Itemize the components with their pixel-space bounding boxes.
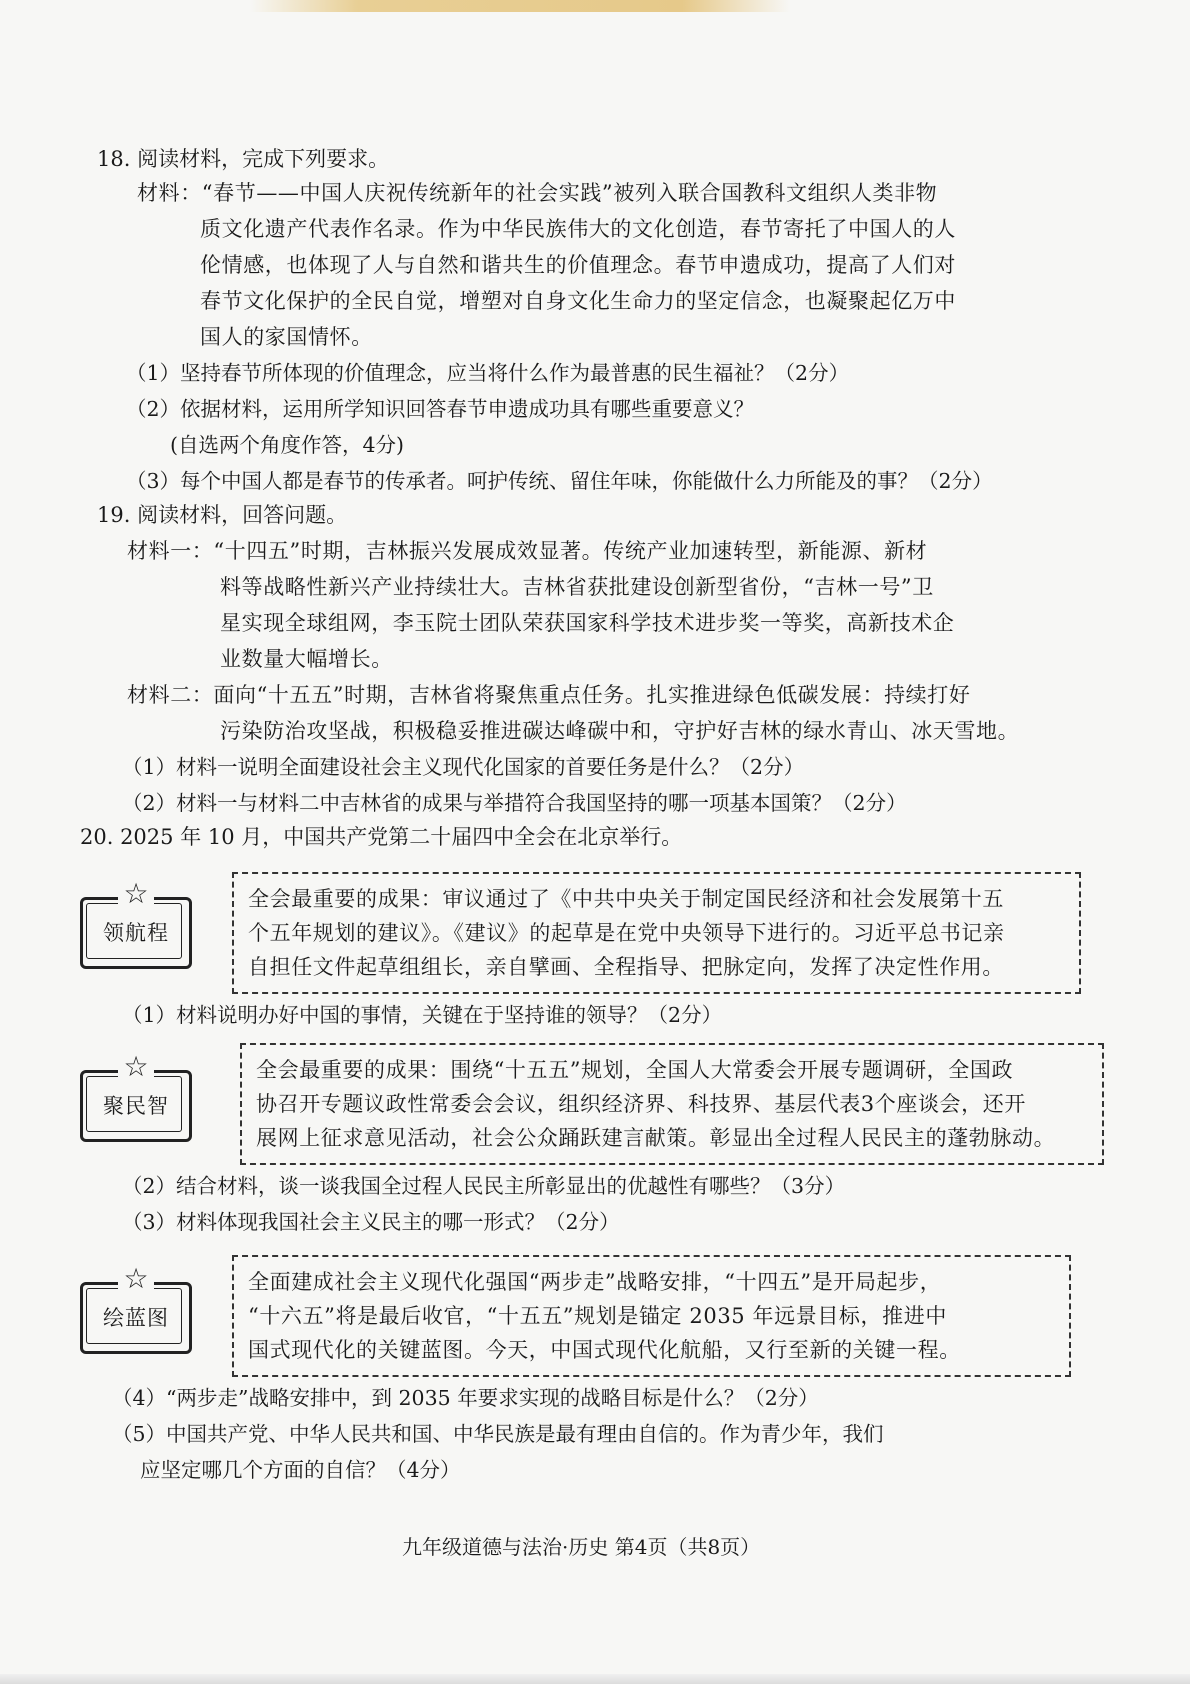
q19-material1-line: 业数量大幅增长。	[220, 647, 393, 671]
q19-question-2: （2）材料一与材料二中吉林省的成果与举措符合我国坚持的哪一项基本国策？（2分）	[122, 791, 907, 815]
q18-material-line: 伦情感，也体现了人与自然和谐共生的价值理念。春节申遗成功，提高了人们对	[200, 253, 956, 277]
q18-title: 18. 阅读材料，完成下列要求。	[97, 147, 390, 171]
q20-question-3: （3）材料体现我国社会主义民主的哪一形式？（2分）	[122, 1210, 620, 1234]
box2-line: 展网上征求意见活动，社会公众踊跃建言献策。彰显出全过程人民民主的蓬勃脉动。	[256, 1126, 1056, 1150]
box1-line: 自担任文件起草组组长，亲自擘画、全程指导、把脉定向，发挥了决定性作用。	[248, 955, 1004, 979]
q18-question-3: （3）每个中国人都是春节的传承者。呵护传统、留住年味，你能做什么力所能及的事？（2分）	[126, 469, 993, 493]
box2-line: 协召开专题议政性常委会会议，组织经济界、科技界、基层代表3个座谈会，还开	[256, 1092, 1026, 1116]
q18-question-1: （1）坚持春节所体现的价值理念，应当将什么作为最普惠的民生福祉？（2分）	[126, 361, 850, 385]
star-icon: ☆	[118, 879, 154, 909]
badge-label: 绘蓝图	[103, 1306, 169, 1330]
q19-material2-line: 材料二：面向“十五五”时期，吉林省将聚焦重点任务。扎实推进绿色低碳发展：持续打好	[127, 683, 971, 707]
q18-question-2: （2）依据材料，运用所学知识回答春节申遗成功具有哪些重要意义？	[126, 397, 755, 421]
q19-material2-line: 污染防治攻坚战，积极稳妥推进碳达峰碳中和，守护好吉林的绿水青山、冰天雪地。	[220, 719, 1020, 743]
badge-blueprint	[80, 1262, 192, 1350]
q18-material-line: 国人的家国情怀。	[200, 325, 373, 349]
q19-question-1: （1）材料一说明全面建设社会主义现代化国家的首要任务是什么？（2分）	[122, 755, 805, 779]
box3-line: “十六五”将是最后收官，“十五五”规划是锚定 2035 年远景目标，推进中	[248, 1304, 947, 1328]
q20-question-1: （1）材料说明办好中国的事情，关键在于坚持谁的领导？（2分）	[122, 1003, 723, 1027]
q20-question-4: （4）“两步走”战略安排中，到 2035 年要求实现的战略目标是什么？（2分）	[112, 1386, 819, 1410]
q20-question-5-cont: 应坚定哪几个方面的自信？（4分）	[140, 1458, 461, 1482]
q18-material-line: 春节文化保护的全民自觉，增塑对自身文化生命力的坚定信念，也凝聚起亿万中	[200, 289, 956, 313]
page-footer: 九年级道德与法治·历史 第4页（共8页）	[402, 1535, 761, 1559]
star-icon: ☆	[118, 1052, 154, 1082]
box2-line: 全会最重要的成果：围绕“十五五”规划，全国人大常委会开展专题调研，全国政	[256, 1058, 1014, 1082]
q18-question-2-note: (自选两个角度作答，4分)	[170, 433, 405, 457]
q20-question-5: （5）中国共产党、中华人民共和国、中华民族是最有理由自信的。作为青少年，我们	[112, 1422, 884, 1446]
box1-line: 全会最重要的成果：审议通过了《中共中央关于制定国民经济和社会发展第十五	[248, 887, 1004, 911]
q18-material-line: 质文化遗产代表作名录。作为中华民族伟大的文化创造，春节寄托了中国人的人	[200, 217, 956, 241]
q19-material1-line: 料等战略性新兴产业持续壮大。吉林省获批建设创新型省份，“吉林一号”卫	[220, 575, 934, 599]
badge-label: 聚民智	[103, 1094, 169, 1118]
q19-title: 19. 阅读材料，回答问题。	[97, 503, 348, 527]
q19-material1-line: 材料一：“十四五”时期，吉林振兴发展成效显著。传统产业加速转型，新能源、新材	[127, 539, 928, 563]
page-bottom-edge	[0, 1674, 1190, 1684]
q20-question-2: （2）结合材料，谈一谈我国全过程人民民主所彰显出的优越性有哪些？（3分）	[122, 1174, 846, 1198]
star-icon: ☆	[118, 1264, 154, 1294]
q18-material-line: 材料：“春节——中国人庆祝传统新年的社会实践”被列入联合国教科文组织人类非物	[137, 181, 938, 205]
badge-label: 领航程	[103, 921, 169, 945]
badge-gather-wisdom	[80, 1050, 192, 1138]
box3-line: 全面建成社会主义现代化强国“两步走”战略安排，“十四五”是开局起步，	[248, 1270, 942, 1294]
badge-lead-course	[80, 877, 192, 965]
box1-line: 个五年规划的建议》。《建议》的起草是在党中央领导下进行的。习近平总书记亲	[248, 921, 1005, 945]
q20-title: 20. 2025 年 10 月，中国共产党第二十届四中全会在北京举行。	[80, 825, 683, 849]
page-edge-stain	[250, 0, 790, 12]
box3-line: 国式现代化的关键蓝图。今天，中国式现代化航船，又行至新的关键一程。	[248, 1338, 961, 1362]
q19-material1-line: 星实现全球组网，李玉院士团队荣获国家科学技术进步奖一等奖，高新技术企	[220, 611, 955, 635]
